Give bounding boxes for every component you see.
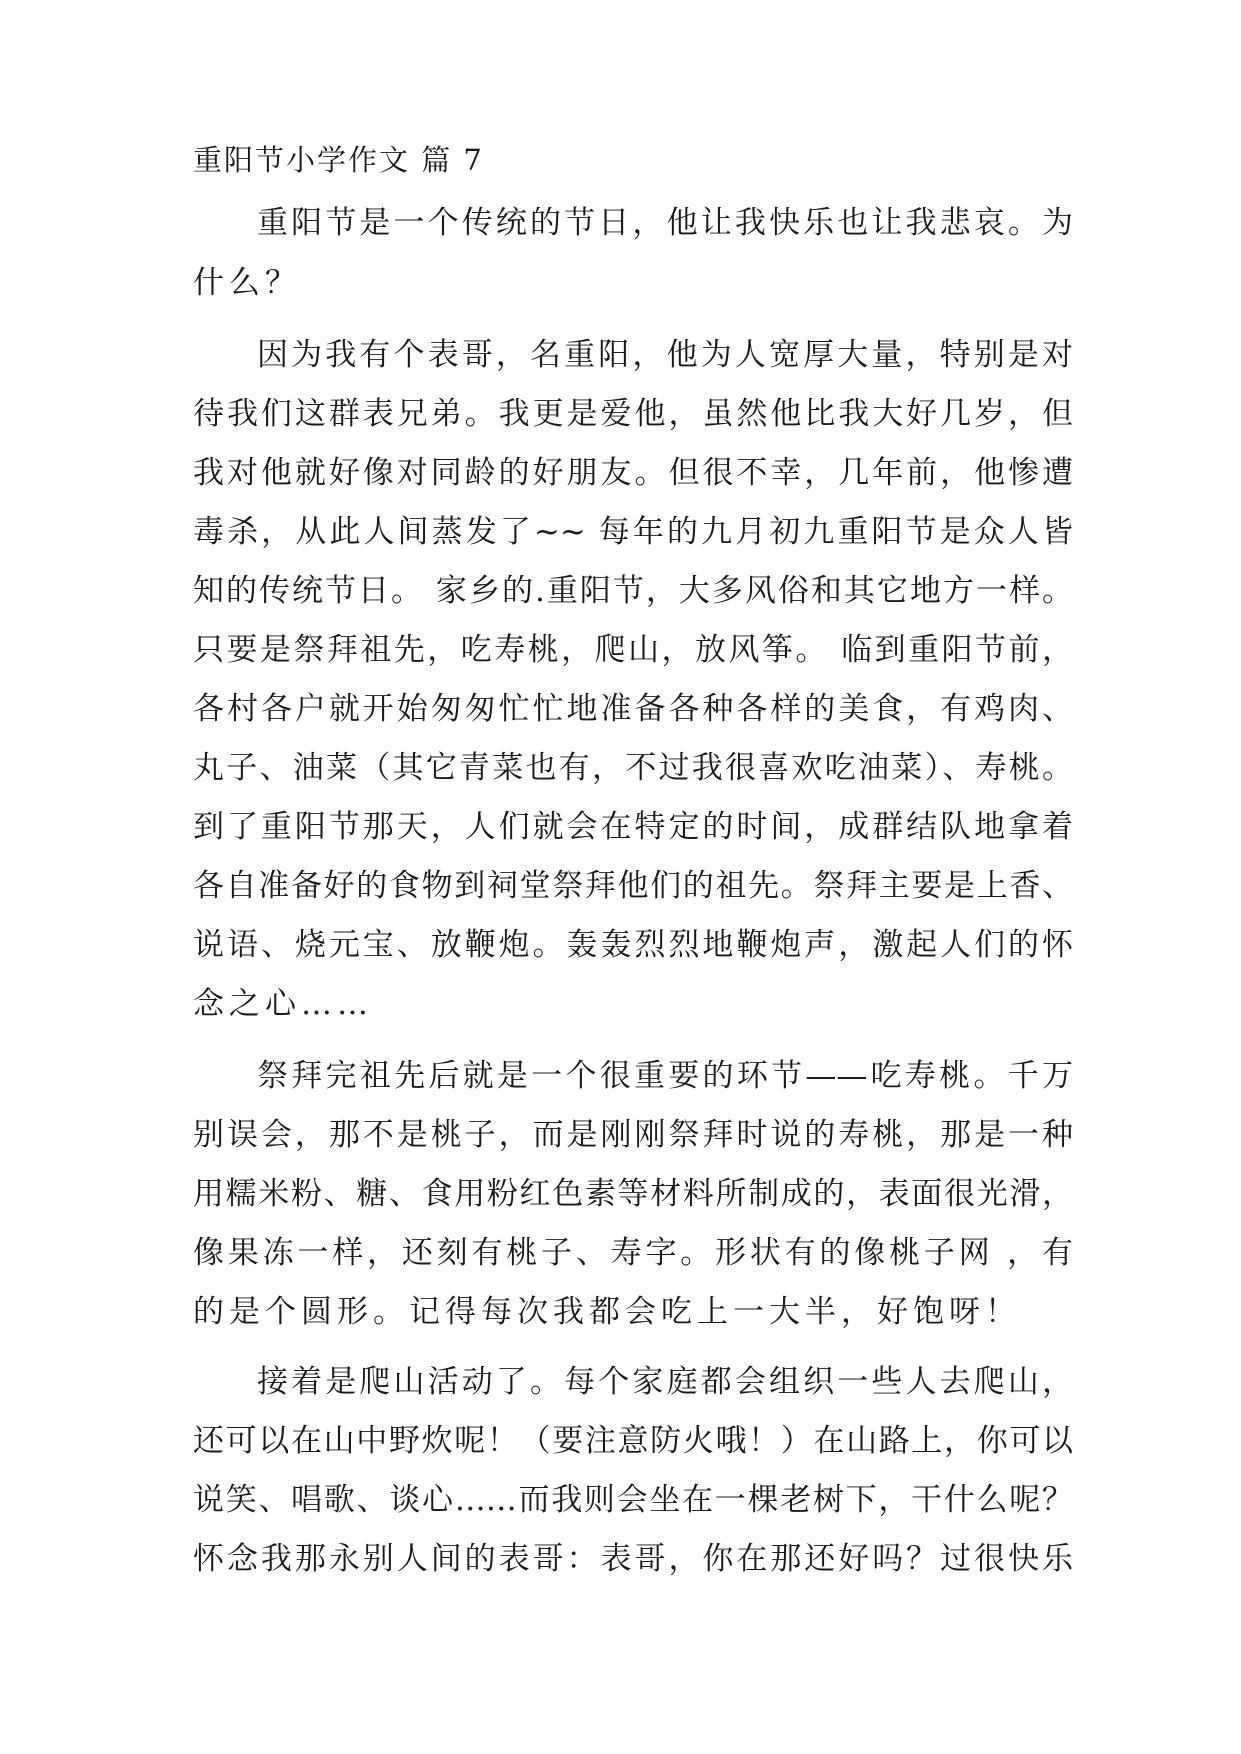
text-line: 待我们这群表兄弟。我更是爱他，虽然他比我大好几岁，但 (193, 396, 1073, 432)
text-line: 只要是祭拜祖先，吃寿桃，爬山，放风筝。 临到重阳节前， (193, 632, 1073, 668)
text-line: 祭拜完祖先后就是一个很重要的环节——吃寿桃。千万 (257, 1058, 1073, 1094)
text-line: 说笑、唱歌、谈心……而我则会坐在一棵老树下，干什么呢？ (193, 1482, 1073, 1518)
text-line: 说语、烧元宝、放鞭炮。轰轰烈烈地鞭炮声，激起人们的怀 (193, 927, 1073, 963)
text-line: 到了重阳节那天，人们就会在特定的时间，成群结队地拿着 (193, 809, 1073, 845)
text-line: 还可以在山中野炊呢！（要注意防火哦！）在山路上，你可以 (193, 1423, 1073, 1459)
document-title: 重阳节小学作文 篇 7 (193, 143, 484, 177)
text-line: 因为我有个表哥，名重阳，他为人宽厚大量，特别是对 (257, 337, 1073, 373)
text-line: 各村各户就开始匆匆忙忙地准备各种各样的美食，有鸡肉、 (193, 691, 1073, 727)
text-line: 重阳节是一个传统的节日，他让我快乐也让我悲哀。为 (257, 205, 1073, 241)
text-line: 怀念我那永别人间的表哥：表哥，你在那还好吗？过很快乐 (193, 1541, 1073, 1577)
text-line: 接着是爬山活动了。每个家庭都会组织一些人去爬山， (257, 1364, 1073, 1400)
text-line: 我对他就好像对同龄的好朋友。但很不幸，几年前，他惨遭 (193, 455, 1073, 491)
text-line: 别误会，那不是桃子，而是刚刚祭拜时说的寿桃，那是一种 (193, 1117, 1073, 1153)
text-line: 什么？ (193, 265, 301, 301)
text-line: 用糯米粉、糖、食用粉红色素等材料所制成的，表面很光滑， (193, 1176, 1073, 1212)
text-line: 知的传统节日。 家乡的.重阳节，大多风俗和其它地方一样。 (193, 573, 1073, 609)
text-line: 毒杀，从此人间蒸发了~~ 每年的九月初九重阳节是众人皆 (193, 514, 1073, 550)
text-line: 丸子、油菜（其它青菜也有，不过我很喜欢吃油菜）、寿桃。 (193, 750, 1073, 786)
text-line: 各自准备好的食物到祠堂祭拜他们的祖先。祭拜主要是上香、 (193, 868, 1073, 904)
text-line: 念之心…… (193, 986, 373, 1022)
text-line: 的是个圆形。记得每次我都会吃上一大半，好饱呀！ (193, 1294, 1021, 1330)
text-line: 像果冻一样，还刻有桃子、寿字。形状有的像桃子网 ，有 (193, 1235, 1073, 1271)
